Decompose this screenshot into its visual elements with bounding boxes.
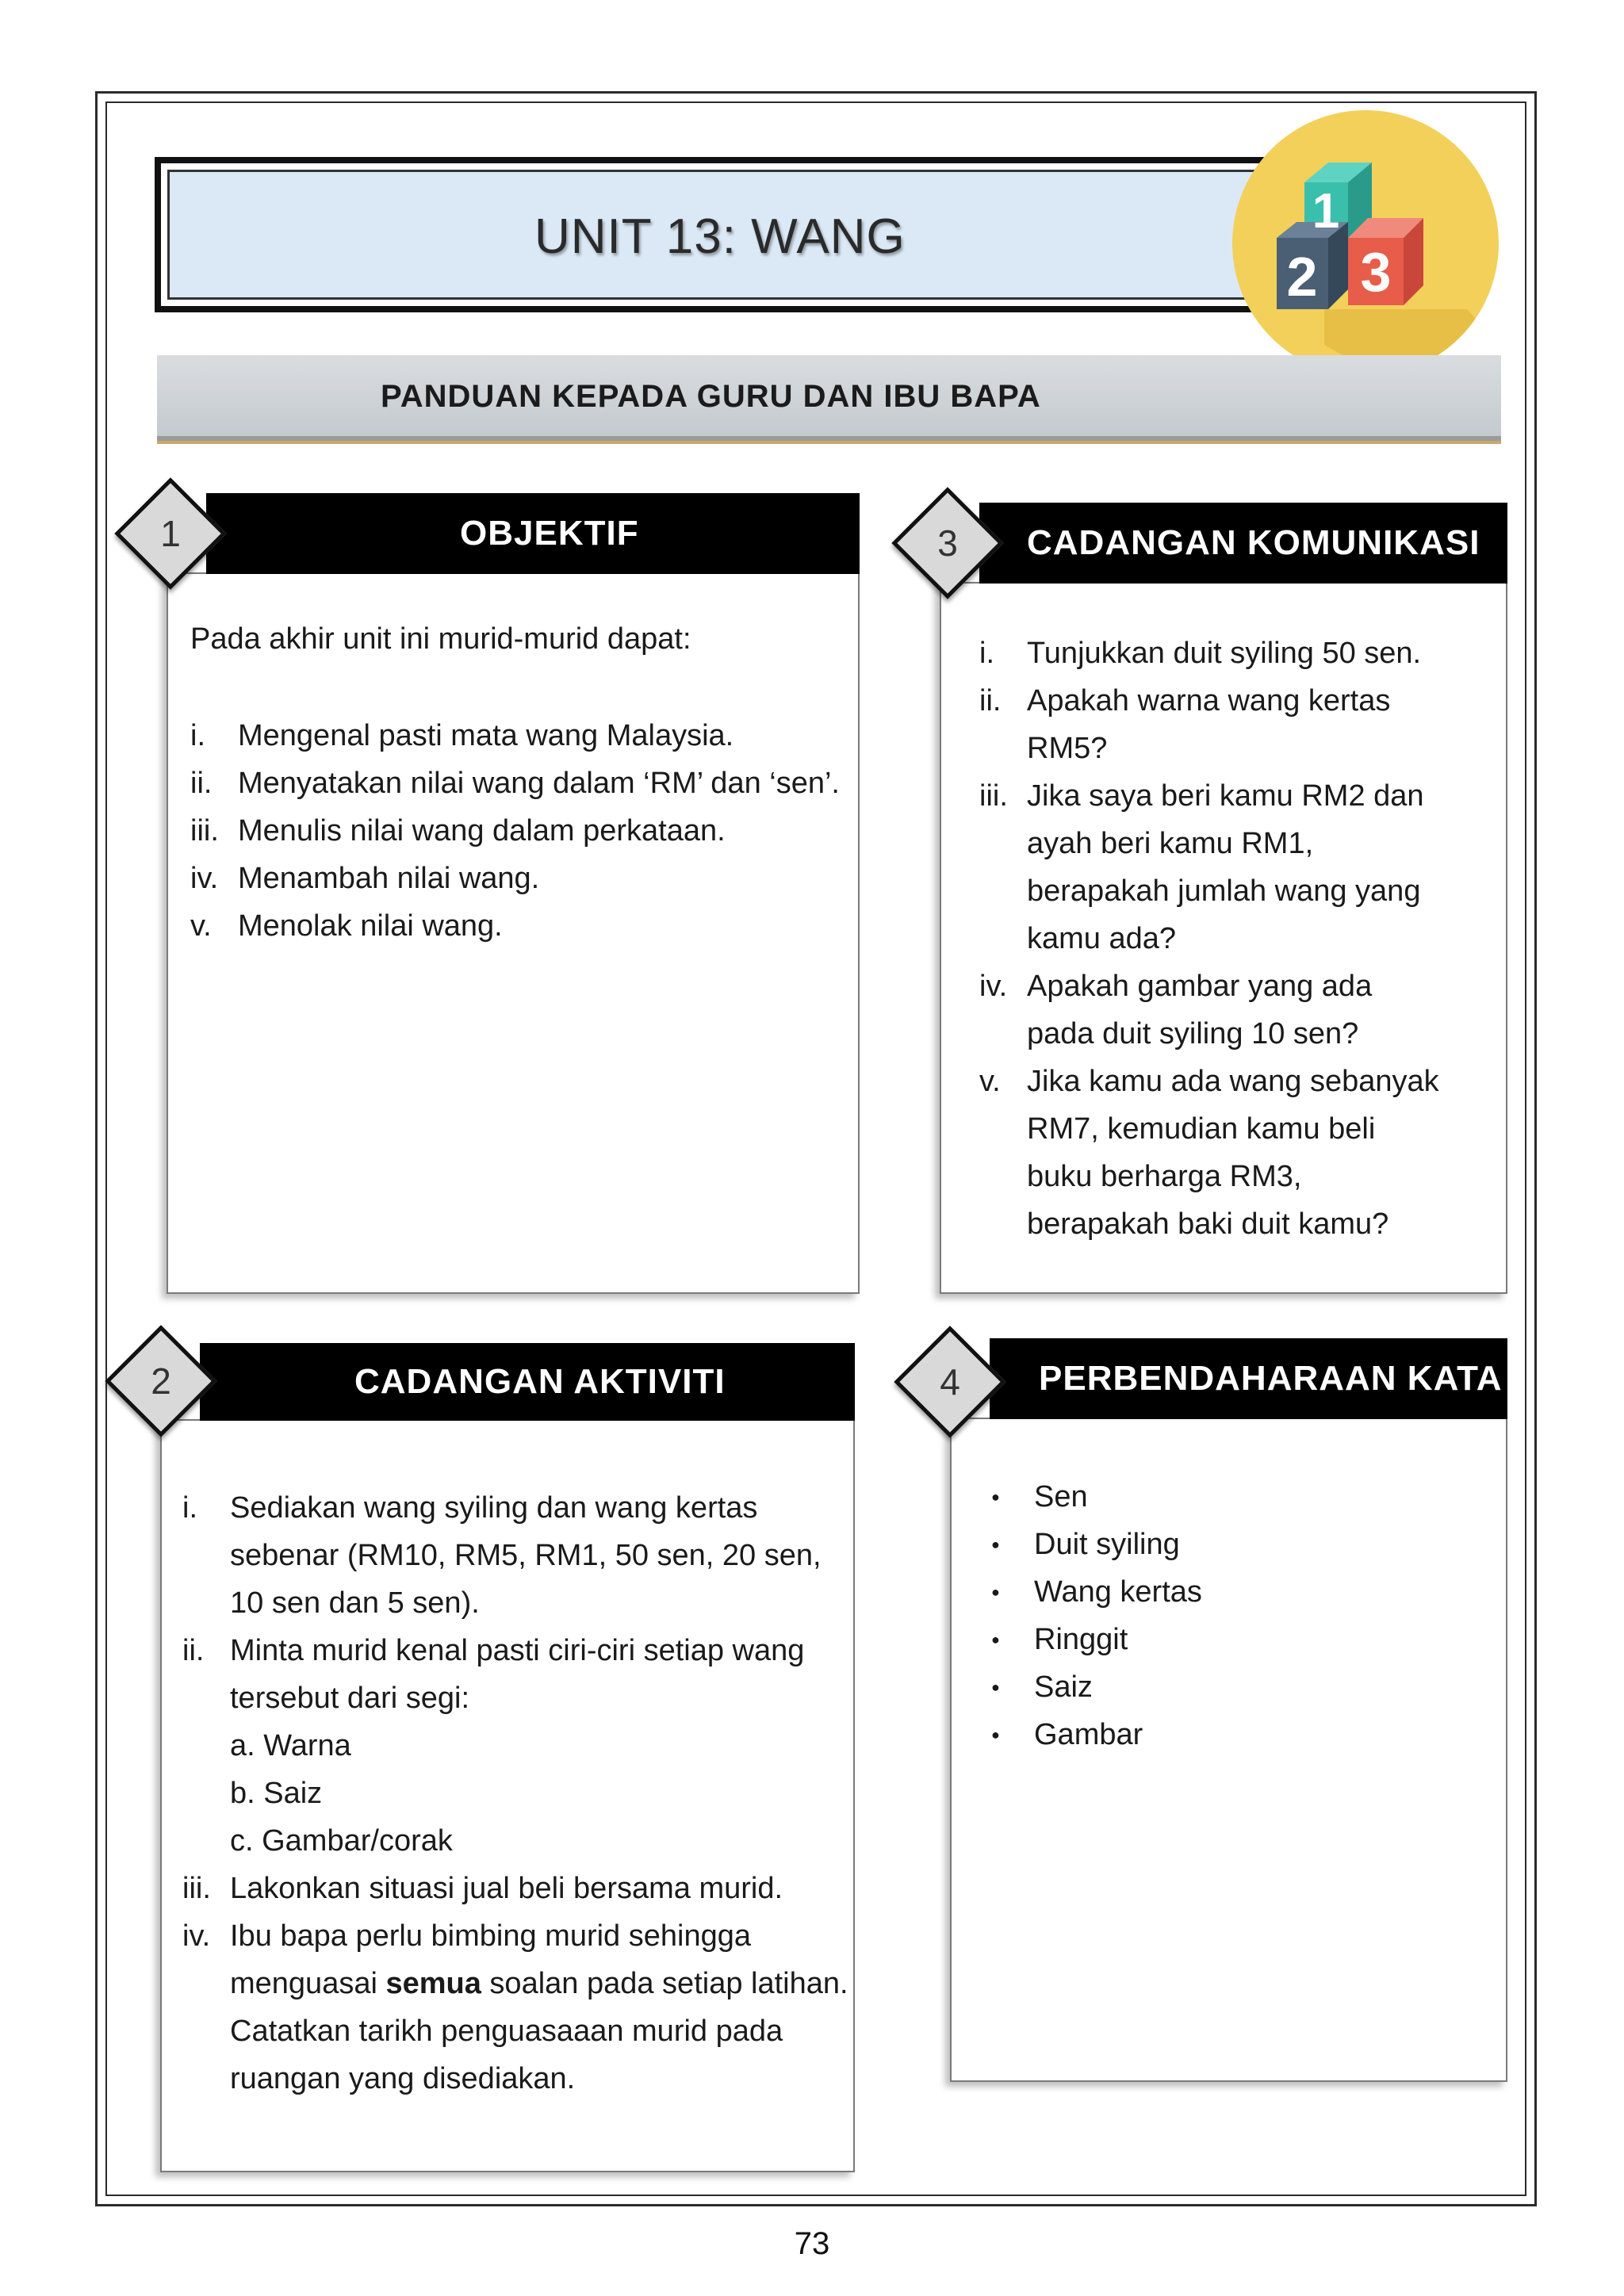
aktiviti-heading-bar: [200, 1343, 855, 1421]
item-text: Menambah nilai wang.: [238, 862, 540, 895]
item-text: Wang kertas: [1034, 1575, 1202, 1609]
aktiviti-tail: [182, 2007, 848, 2103]
item-numeral: iii.: [190, 814, 219, 848]
page-number: 73: [794, 2226, 830, 2261]
list-item: [990, 1568, 1481, 1616]
bullet-icon: ●: [991, 1584, 1000, 1600]
item-text: Menulis nilai wang dalam perkataan.: [238, 814, 726, 848]
item-numeral: iv.: [979, 970, 1008, 1003]
list-item: [190, 902, 848, 950]
item-text: RM5?: [1027, 732, 1108, 765]
section-3-number: 3: [937, 522, 958, 564]
item-numeral: v.: [190, 909, 212, 943]
item-text: Gambar: [1034, 1718, 1143, 1751]
section-1-number: 1: [160, 513, 181, 554]
guide-banner-text: PANDUAN KEPADA GURU DAN IBU BAPA: [381, 379, 1041, 414]
logo-digit-1: 1: [1312, 184, 1340, 239]
item-text: tersebut dari segi:: [230, 1682, 470, 1715]
item-text: berapakah jumlah wang yang: [1027, 874, 1421, 908]
item-numeral: i.: [190, 719, 205, 752]
kata-list: [990, 1473, 1481, 1758]
bullet-icon: ●: [991, 1536, 1000, 1552]
item-numeral: i.: [182, 1491, 197, 1525]
section-2-number: 2: [151, 1360, 171, 1402]
list-item: [182, 2007, 848, 2055]
logo-digit-3: 3: [1360, 241, 1392, 303]
item-text: Duit syiling: [1034, 1528, 1180, 1561]
item-text: Minta murid kenal pasti ciri-ciri setiap wang: [230, 1634, 805, 1667]
list-item: [182, 1484, 848, 1532]
item-numeral: iii.: [182, 1872, 211, 1905]
list-item: [979, 1058, 1495, 1105]
aktiviti-bold-line: [182, 1960, 848, 2007]
list-item: [190, 712, 848, 760]
item-text: Jika saya beri kamu RM2 dan: [1027, 779, 1424, 813]
item-text: a. Warna: [230, 1729, 351, 1762]
item-text: Ibu bapa perlu bimbing murid sehingga: [230, 1919, 751, 1953]
list-item: [979, 1200, 1495, 1248]
item-text: Apakah gambar yang ada: [1027, 970, 1373, 1003]
aktiviti-heading: CADANGAN AKTIVITI: [354, 1362, 726, 1401]
list-item: [182, 1722, 848, 1770]
item-text: Apakah warna wang kertas: [1027, 684, 1391, 718]
item-text: pada duit syiling 10 sen?: [1027, 1017, 1359, 1050]
bullet-icon: ●: [991, 1489, 1000, 1505]
guide-banner: [157, 355, 1501, 441]
item-text: sebenar (RM10, RM5, RM1, 50 sen, 20 sen,: [230, 1539, 822, 1572]
list-item: [182, 1674, 848, 1722]
item-text: c. Gambar/corak: [230, 1824, 453, 1858]
list-item: [182, 1532, 848, 1579]
unit-title-box: [155, 157, 1281, 312]
list-item: [979, 915, 1495, 962]
kata-heading-bar: [990, 1338, 1507, 1419]
list-item: [979, 629, 1495, 677]
komunikasi-heading-bar: [979, 503, 1507, 584]
item-text: kamu ada?: [1027, 922, 1177, 955]
item-text: Saiz: [1034, 1670, 1093, 1704]
unit-title-inner: [167, 170, 1268, 300]
item-numeral: iv.: [182, 1919, 211, 1953]
item-text: Menyatakan nilai wang dalam ‘RM’ dan ‘sen’.: [238, 767, 840, 800]
list-item: [182, 1770, 848, 1817]
list-item: [990, 1663, 1481, 1711]
list-item: [979, 1010, 1495, 1058]
bold-line-after: soalan pada setiap latihan.: [481, 1967, 848, 2000]
item-numeral: iii.: [979, 779, 1008, 813]
item-numeral: ii.: [979, 684, 1002, 718]
list-item: [979, 725, 1495, 772]
aktiviti-list: [182, 1484, 848, 1960]
bullet-icon: ●: [991, 1679, 1000, 1695]
bold-line-before: menguasai: [230, 1967, 386, 2000]
list-item: [990, 1473, 1481, 1521]
list-item: [979, 962, 1495, 1010]
item-numeral: iv.: [190, 862, 219, 895]
objektif-intro: Pada akhir unit ini murid-murid dapat:: [190, 622, 691, 656]
item-text: Sediakan wang syiling dan wang kertas: [230, 1491, 758, 1525]
list-item: [979, 1105, 1495, 1153]
item-text: Lakonkan situasi jual beli bersama murid.: [230, 1872, 783, 1905]
list-item: [190, 807, 848, 855]
item-text: Sen: [1034, 1480, 1088, 1513]
item-text: Jika kamu ada wang sebanyak: [1027, 1065, 1439, 1098]
objektif-list: [190, 712, 848, 950]
list-item: [182, 1627, 848, 1674]
list-item: [190, 855, 848, 902]
list-item: [182, 1865, 848, 1912]
list-item: [979, 820, 1495, 867]
list-item: [182, 1579, 848, 1627]
item-text: ruangan yang disediakan.: [230, 2062, 576, 2095]
bullet-icon: ●: [991, 1727, 1000, 1743]
list-item: [990, 1711, 1481, 1758]
list-item: [990, 1616, 1481, 1663]
komunikasi-list: [979, 629, 1495, 1248]
item-text: 10 sen dan 5 sen).: [230, 1586, 480, 1620]
bullet-icon: ●: [991, 1632, 1000, 1647]
list-item: [190, 760, 848, 807]
objektif-heading-bar: [206, 493, 860, 574]
item-numeral: i.: [979, 637, 994, 670]
item-text: berapakah baki duit kamu?: [1027, 1207, 1389, 1241]
item-text: ayah beri kamu RM1,: [1027, 827, 1314, 860]
item-numeral: ii.: [190, 767, 213, 800]
section-4-number: 4: [940, 1361, 960, 1402]
item-text: buku berharga RM3,: [1027, 1160, 1302, 1193]
item-text: Tunjukkan duit syiling 50 sen.: [1027, 637, 1422, 670]
bold-line-emphasis: semua: [385, 1967, 481, 2000]
item-numeral: v.: [979, 1065, 1001, 1098]
list-item: [990, 1521, 1481, 1568]
logo-digit-2: 2: [1286, 246, 1318, 308]
kata-heading: PERBENDAHARAAN KATA: [1039, 1359, 1503, 1398]
objektif-content: [190, 615, 848, 950]
list-item: [979, 867, 1495, 915]
item-text: Menolak nilai wang.: [238, 909, 503, 943]
item-text: b. Saiz: [230, 1777, 323, 1810]
list-item: [182, 2055, 848, 2103]
objektif-heading: OBJEKTIF: [460, 514, 639, 553]
aktiviti-content: [182, 1484, 848, 2103]
item-text: RM7, kemudian kamu beli: [1027, 1112, 1376, 1146]
item-text: Ringgit: [1034, 1623, 1128, 1656]
list-item: [182, 1912, 848, 1960]
list-item: [182, 1817, 848, 1865]
unit-title: UNIT 13: WANG: [534, 209, 906, 264]
list-item: [979, 677, 1495, 725]
item-text: Catatkan tarikh penguasaaan murid pada: [230, 2015, 783, 2048]
item-numeral: ii.: [182, 1634, 205, 1667]
list-item: [979, 1153, 1495, 1200]
list-item: [979, 772, 1495, 820]
komunikasi-heading: CADANGAN KOMUNIKASI: [1027, 523, 1480, 562]
item-text: Mengenal pasti mata wang Malaysia.: [238, 719, 734, 752]
blocks-logo-icon: [1229, 107, 1503, 381]
